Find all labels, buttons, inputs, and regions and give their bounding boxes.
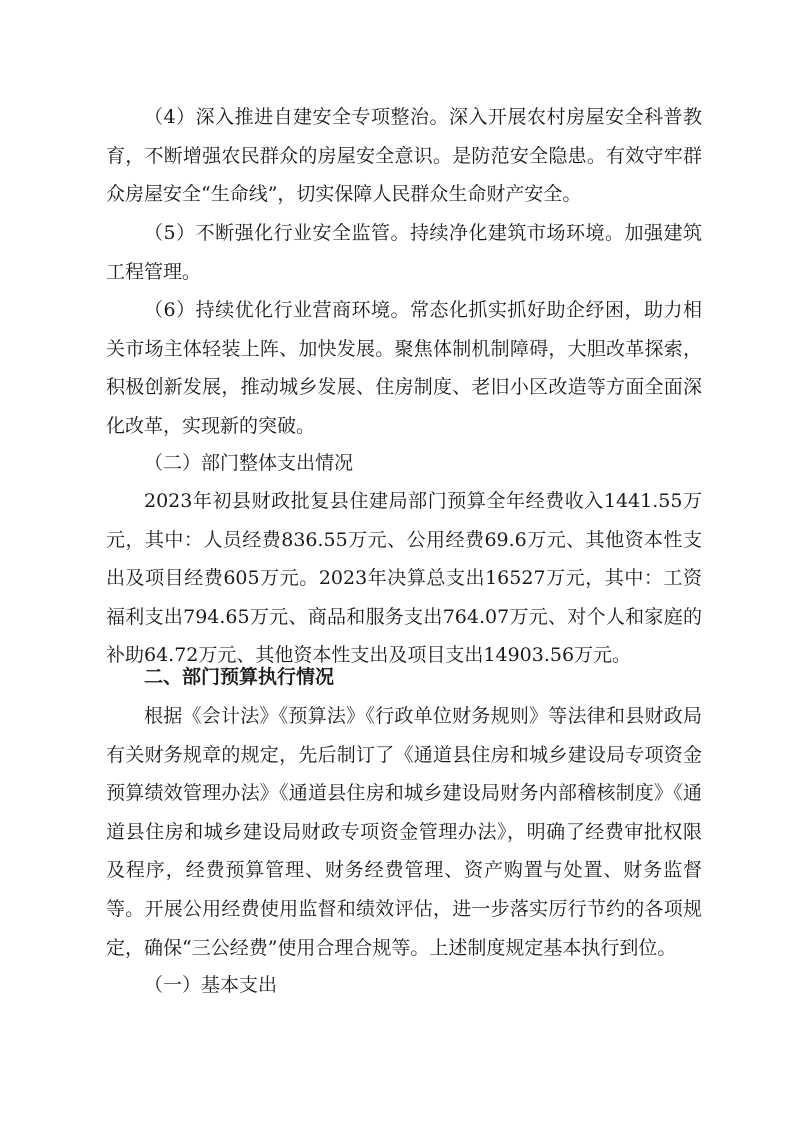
- paragraph-item-4: （4）深入推进自建安全专项整治。深入开展农村房屋安全科普教育，不断增强农民群众的房屋安全意识。是防范安全隐患。有效守牢群众房屋安全“生命线”，切实保障人民群众生命财产安全。: [106, 106, 702, 206]
- paragraph-regulations: 根据《会计法》《预算法》《行政单位财务规则》等法律和县财政局有关财务规章的规定，先后制订了《通道县住房和城乡建设局专项资金预算绩效管理办法》《通道县住房和城乡建设局财务内部稽核制度》《通道县住房和城乡建设局财政专项资金管理办法》，明确了经费审批权限及程序，经费预算管理、财务经费管理、资产购置与处置、财务监督等。开展公用经费使用监督和绩效评估，进一步落实厉行节约的各项规定，确保“三公经费”使用合理合规等。上述制度规定基本执行到位。: [106, 705, 702, 959]
- section-heading-budget-execution: 二、部门预算执行情况: [144, 666, 335, 688]
- subsection-heading-overall-expenditure: （二）部门整体支出情况: [144, 452, 354, 474]
- paragraph-item-6: （6）持续优化行业营商环境。常态化抓实抓好助企纾困，助力相关市场主体轻装上阵、加快发展。聚焦体制机制障碍，大胆改革探索，积极创新发展，推动城乡发展、住房制度、老旧小区改造等方面全面深化改革，实现新的突破。: [106, 299, 702, 437]
- paragraph-item-5: （5）不断强化行业安全监管。持续净化建筑市场环境。加强建筑工程管理。: [106, 222, 702, 283]
- paragraph-budget-figures: 2023年初县财政批复县住建局部门预算全年经费收入1441.55万元，其中：人员经费836.55万元、公用经费69.6万元、其他资本性支出及项目经费605万元。2023年决算总支出16527万元，其中：工资福利支出794.65万元、商品和服务支出764.07万元、对个人和家庭的补助64.72万元、其他资本性支出及项目支出14903.56万元。: [106, 490, 702, 667]
- subsection-heading-basic-expenditure: （一）基本支出: [144, 974, 278, 996]
